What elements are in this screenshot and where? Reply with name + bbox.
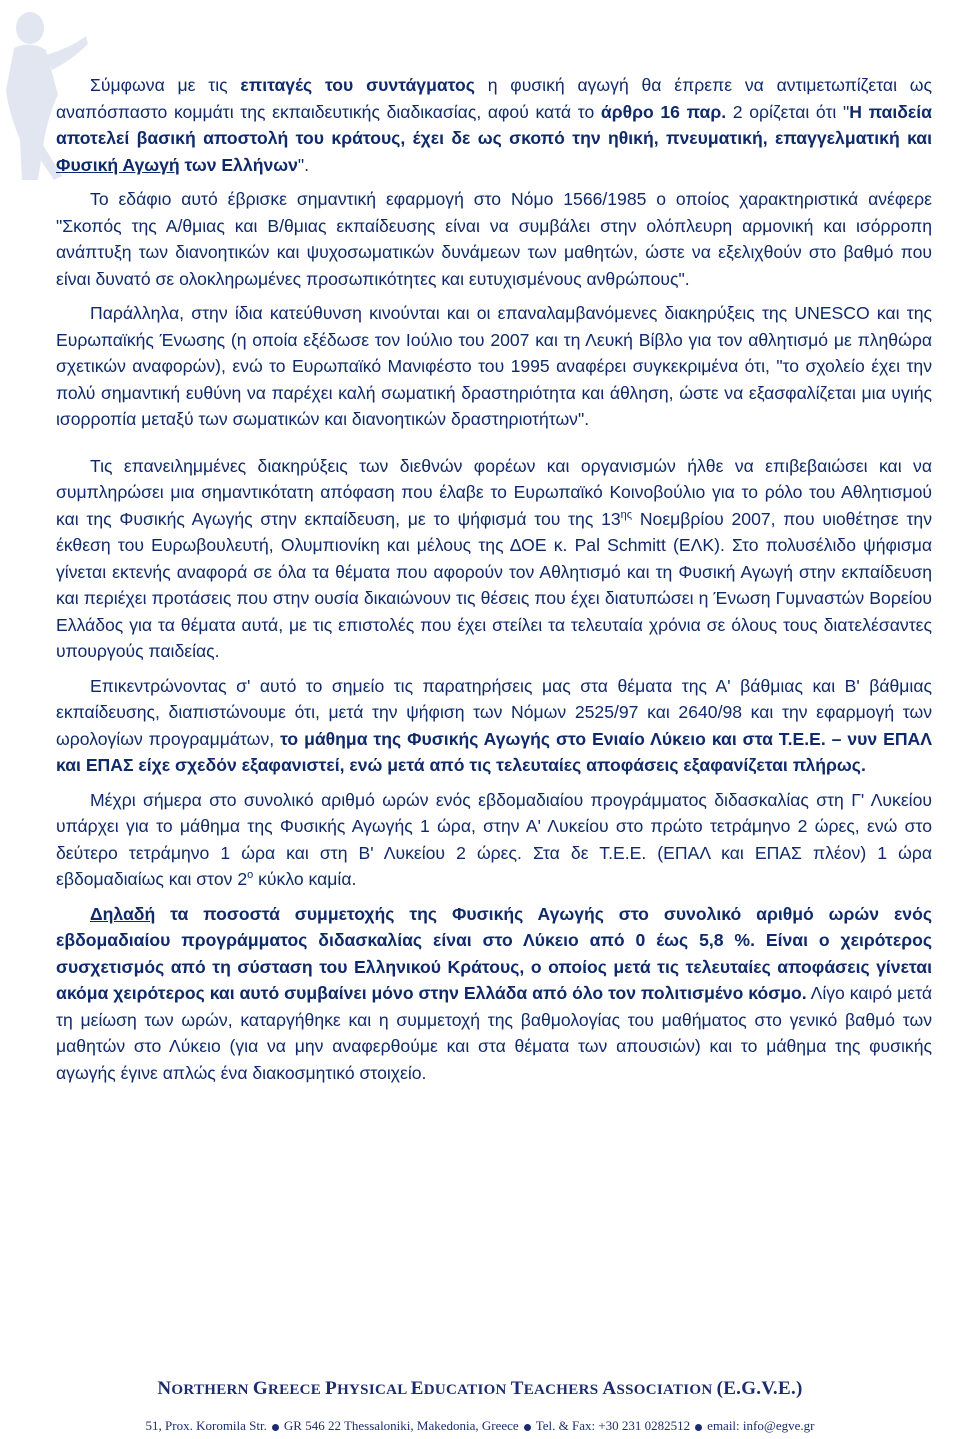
paragraph-1	[56, 72, 932, 178]
bullet-icon	[695, 1424, 702, 1431]
bold-text: τα ποσοστά συμμετοχής της Φυσικής Αγωγής στο συνολικό αριθμό ωρών ενός εβδομαδιαίου προγράμματος διδασκαλίας είναι στο Λύκειο από 0 έως 5,8 %. Είναι ο χειρότερος συσχετισμός από τη σύσταση του Ελληνικού Κράτους, ο οποίος μετά τις τελευταίες αποφάσεις γίνεται ακόμα χειρότερος και αυτό συμβαίνει μόνο στην Ελλάδα από όλο τον πολιτισμένο κόσμο.	[56, 903, 932, 1003]
superscript: ο	[247, 869, 254, 882]
title-word: PHYSICAL	[325, 1378, 411, 1399]
paragraph-4	[56, 453, 932, 665]
email[interactable]: email: info@egve.gr	[707, 1418, 815, 1433]
paragraph-6	[56, 787, 932, 893]
title-word: GREECE	[252, 1378, 326, 1399]
paragraph-7	[56, 901, 932, 1087]
city: GR 546 22 Thessaloniki, Makedonia, Greece	[283, 1418, 519, 1433]
bold-text: το μάθημα της Φυσικής Αγωγής στο Ενιαίο Λύκειο και στα Τ.Ε.Ε. – νυν ΕΠΑΛ και ΕΠΑΣ είχε σχεδόν εξαφανιστεί, ενώ μετά από τις τελευταίες αποφάσεις εξαφανίζεται πλήρως.	[56, 728, 932, 775]
document-body	[56, 72, 932, 1094]
title-word: NORTHERN	[157, 1378, 253, 1399]
association-name	[0, 1378, 960, 1400]
bold-text: Η παιδεία αποτελεί βασική αποστολή του κράτους, έχει δε ως σκοπό την ηθική, πνευματική, επαγγελματική και	[56, 101, 932, 148]
text: Τις επανειλημμένες διακηρύξεις των διεθνών φορέων και οργανισμών ήλθε να επιβεβαιώσει και να συμπληρώσει μια σημαντικότατη απόφαση που έλαβε το Ευρωπαϊκό Κοινοβούλιο για το ρόλο του Αθλητισμού και της Φυσικής Αγωγής στην εκπαίδευση, με το ψήφισμά του της 13	[56, 455, 932, 529]
paragraph-2: Το εδάφιο αυτό έβρισκε σημαντική εφαρμογή στο Νόμο 1566/1985 ο οποίος χαρακτηριστικά ανέφερε "Σκοπός της Α/θμιας και Β/θμιας εκπαίδευσης είναι να συμβάλει στην ολόπλευρη αρμονική και ισόρροπη ανάπτυξη των διανοητικών και ψυχοσωματικών δυνάμεων των μαθητών, ώστε να εξελιχθούν στο βαθμό που είναι δυνατό σε ολοκληρωμένες προσωπικότητες και ευτυχισμένους ανθρώπους".	[56, 189, 932, 289]
text: κύκλο καμία.	[253, 869, 357, 889]
paragraph-3: Παράλληλα, στην ίδια κατεύθυνση κινούνται και οι επαναλαμβανόμενες διακηρύξεις της UNESCO και της Ευρωπαϊκής Ένωσης (η οποία εξέδωσε τον Ιούλιο του 2007 και τη Λευκή Βίβλο για τον αθλητισμό με πληθώρα σχετικών αναφορών), ενώ το Ευρωπαϊκό Μανιφέστο του 1995 αναφέρει συγκεκριμένα ότι, "το σχολείο έχει την πολύ σημαντική ευθύνη να παρέχει καλή σωματική δραστηριότητα και άθληση, ώστε να εξασφαλίζεται μια υγιής ισορροπία μεταξύ των σωματικών και διανοητικών δραστηριοτήτων".	[56, 303, 932, 429]
text: 2 ορίζεται ότι "	[726, 101, 850, 122]
address: 51, Prox. Koromila Str.	[145, 1418, 267, 1433]
bold-text: άρθρο 16 παρ.	[600, 101, 727, 122]
title-word: ASSOCIATION	[602, 1378, 717, 1399]
paragraph-5	[56, 673, 932, 779]
superscript: ης	[620, 508, 633, 521]
title-word: EDUCATION	[410, 1378, 511, 1399]
text: η φυσική αγωγή θα έπρεπε να αντιμετωπίζεται ως αναπόσπαστο κομμάτι της εκπαιδευτικής διαδικασίας, αφού κατά το	[56, 75, 932, 122]
bold-text: των Ελλήνων	[179, 154, 298, 175]
text: Μέχρι σήμερα στο συνολικό αριθμό ωρών ενός εβδομαδιαίου προγράμματος διδασκαλίας στη Γ' Λυκείου υπάρχει για το μάθημα της Φυσικής Αγωγής 1 ώρα, στην Α' Λυκείου στο πρώτο τετράμηνο 2 ώρες, ενώ στο δεύτερο τετράμηνο 1 ώρα και στη Β' Λυκείου 2 ώρες. Στα δε Τ.Ε.Ε. (ΕΠΑΛ και ΕΠΑΣ πλέον) 1 ώρα εβδομαδιαίως και στον 2	[56, 789, 932, 889]
text: Επικεντρώνοντας σ' αυτό το σημείο τις παρατηρήσεις μας στα θέματα της Α' βάθμιας και Β' βάθμιας εκπαίδευσης, διαπιστώνουμε ότι, μετά την ψήφιση των Νόμων 2525/97 και 2640/98 και την εφαρμογή των ωρολογίων προγραμμάτων,	[56, 675, 932, 749]
bold-text: επιταγές του συντάγματος	[240, 75, 475, 95]
bold-underlined-text: Δηλαδή	[90, 903, 156, 924]
title-abbrev: (E.G.V.E.)	[716, 1378, 803, 1399]
text: Λίγο καιρό μετά τη μείωση των ωρών, καταργήθηκε και η συμμετοχή της βαθμολογίας του μαθήματος στο γενικό βαθμό των μαθητών στο Λύκειο (για να μην αναφερθούμε και στα θέματα των απουσιών) και το μάθημα της φυσικής αγωγής έγινε απλώς ένα διακοσμητικό στοιχείο.	[56, 983, 932, 1083]
phone-fax: Tel. & Fax: +30 231 0282512	[535, 1418, 691, 1433]
contact-line	[0, 1418, 960, 1434]
bold-underlined-text: Φυσική Αγωγή	[56, 154, 180, 175]
text: Νοεμβρίου 2007, που υιοθέτησε την έκθεση του Ευρωβουλευτή, Ολυμπιονίκη και μέλους της ΔΟΕ κ. Pal Schmitt (ΕΛΚ). Στο πολυσέλιδο ψήφισμα γίνεται εκτενής αναφορά σε όλα τα θέματα που αφορούν τον Αθλητισμό και τη Φυσική Αγωγή στην εκπαίδευση και περιέχει προτάσεις που στην ουσία δικαιώνουν τις θέσεις που έχει διατυπώσει η Ένωση Γυμναστών Βορείου Ελλάδος για τα θέματα αυτά, με τις επιστολές που έχει στείλει τα τελευταία χρόνια σε όλους τους διατελέσαντες υπουργούς παιδείας.	[56, 508, 932, 661]
title-word: TEACHERS	[510, 1378, 603, 1399]
bullet-icon	[524, 1424, 531, 1431]
text: ".	[297, 154, 310, 175]
text: Σύμφωνα με τις	[90, 75, 241, 95]
bullet-icon	[272, 1424, 279, 1431]
